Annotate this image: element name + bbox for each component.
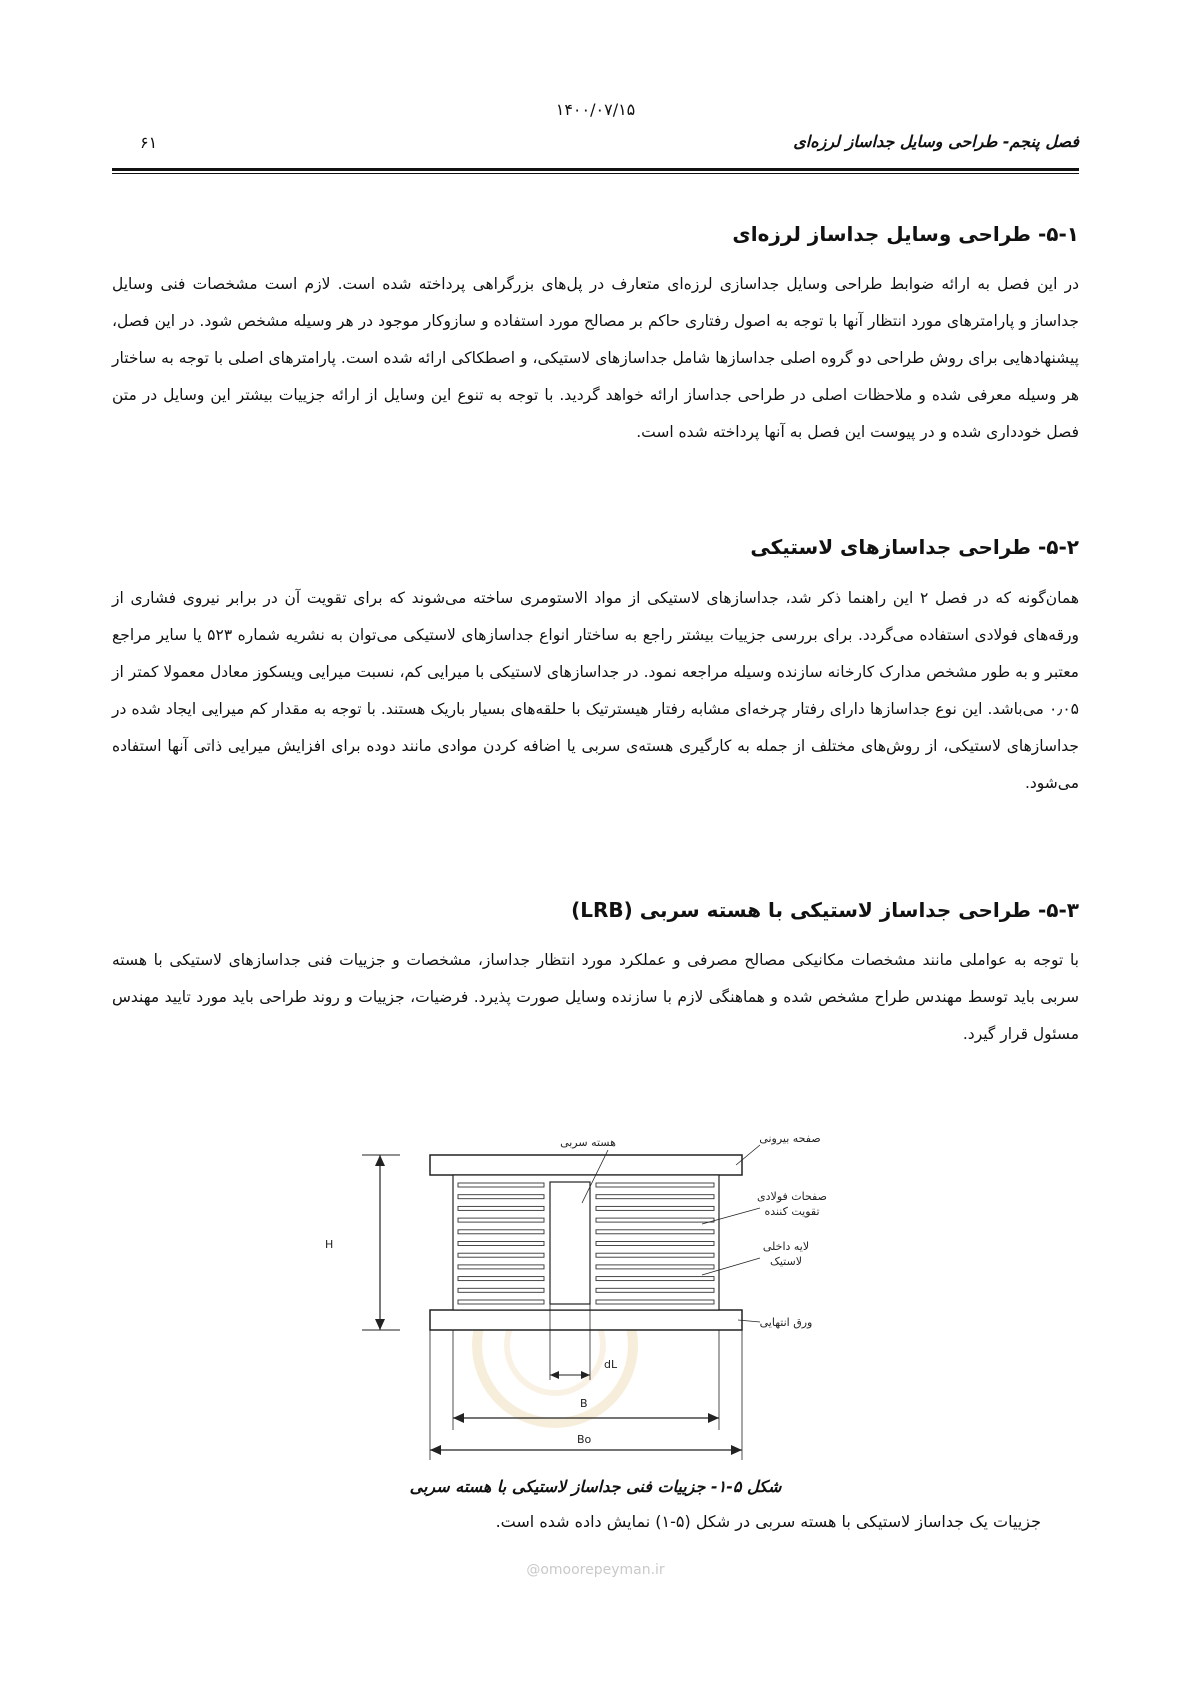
steel-shim bbox=[596, 1253, 714, 1257]
date-stamp: ۱۴۰۰/۰۷/۱۵ bbox=[555, 100, 636, 119]
rubber-layer-label-2: لاستیک bbox=[770, 1255, 802, 1268]
rubber-layer-label-1: لایه داخلی bbox=[762, 1240, 810, 1253]
watermark-text: @omoorepeyman.ir bbox=[526, 1562, 665, 1578]
end-plate-label: ورق انتهایی bbox=[759, 1316, 813, 1329]
lead-core-label: هسته سربی bbox=[560, 1136, 616, 1149]
height-label: H bbox=[325, 1238, 334, 1251]
steel-shim bbox=[458, 1277, 544, 1281]
steel-shim bbox=[458, 1265, 544, 1269]
steel-shim bbox=[458, 1288, 544, 1292]
section-body-5-1: در این فصل به ارائه ضوابط طراحی وسایل جداسازی لرزه‌ای متعارف در پل‌های بزرگراهی پرداخته شده است. لازم است مشخصات فنی وسایل جداساز و پارامترهای مورد انتظار آنها با توجه به اصول رفتاری حاکم بر مصالح مورد استفاده و سازوکار موجود در هر وسیله مشخص شود. در این فصل، پیشنهادهایی برای روش طراحی دو گروه اصلی جداسازها شامل جداسازهای لاستیکی، و اصطکاکی ارائه شده است. پارامترهای اصلی با توجه به ساختار هر وسیله معرفی شده و ملاحظات اصلی در طراحی جداساز ارائه خواهد گردید. با توجه به تنوع این وسایل از ارائه جزییات بیشتر این وسایل در متن فصل خودداری شده و در پیوست این فصل به آنها پرداخته شده است. bbox=[112, 275, 1079, 441]
steel-shim bbox=[458, 1195, 544, 1199]
steel-shim bbox=[458, 1300, 544, 1304]
outer-plate-label: صفحه بیرونی bbox=[759, 1132, 821, 1145]
steel-shim bbox=[458, 1218, 544, 1222]
section-heading-5-3: ۵-۳- طراحی جداساز لاستیکی با هسته سربی (LRB) bbox=[571, 898, 1079, 922]
steel-shim bbox=[596, 1206, 714, 1210]
page-number: ۶۱ bbox=[140, 133, 158, 152]
steel-shim bbox=[458, 1253, 544, 1257]
B-label: B bbox=[580, 1397, 588, 1410]
outer-plate-top bbox=[430, 1155, 742, 1175]
end-plate-bottom bbox=[430, 1310, 742, 1330]
steel-shim bbox=[596, 1242, 714, 1246]
figure-caption: شکل ۵-۱- جزییات فنی جداساز لاستیکی با هسته سربی bbox=[409, 1477, 782, 1496]
steel-shim bbox=[596, 1230, 714, 1234]
steel-shim bbox=[458, 1206, 544, 1210]
steel-shim bbox=[596, 1195, 714, 1199]
steel-shim bbox=[596, 1300, 714, 1304]
steel-shim bbox=[458, 1242, 544, 1246]
steel-shim bbox=[596, 1277, 714, 1281]
steel-shim bbox=[596, 1183, 714, 1187]
steel-shim bbox=[458, 1183, 544, 1187]
dL-label: dL bbox=[604, 1358, 618, 1371]
header-rule bbox=[112, 168, 1079, 171]
section-body-5-2: همان‌گونه که در فصل ۲ این راهنما ذکر شد، جداسازهای لاستیکی از مواد الاستومری ساخته می‌شوند که برای تقویت آن در برابر نیروی فشاری از ورقه‌های فولادی استفاده می‌گردد. برای بررسی جزییات بیشتر راجع به ساختار انواع جداسازهای لاستیکی می‌توان به نشریه شماره ۵۲۳ یا سایر مراجع معتبر و به طور مشخص مدارک کارخانه سازنده وسیله مراجعه نمود. در جداسازهای لاستیکی با میرایی کم، نسبت میرایی ویسکوز معادل معمولا کمتر از ۰٫۰۵ می‌باشد. این نوع جداسازها دارای رفتار چرخه‌ای مشابه رفتار هیسترتیک با حلقه‌های بسیار باریک هستند. با توجه به مقدار کم میرایی ایجاد شده در جداسازهای لاستیکی، از روش‌های مختلف از جمله به کارگیری هسته‌ی سربی یا اضافه کردن موادی مانند دوده برای افزایش میرایی ذاتی آنها استفاده می‌شود. bbox=[112, 589, 1079, 792]
lrb-diagram bbox=[325, 1130, 860, 1480]
steel-plates-label-1: صفحات فولادی bbox=[757, 1190, 827, 1203]
steel-shim bbox=[596, 1218, 714, 1222]
lrb-figure bbox=[325, 1130, 860, 1480]
figure-reference-text: جزییات یک جداساز لاستیکی با هسته سربی در شکل (۵-۱) نمایش داده شده است. bbox=[495, 1512, 1041, 1531]
steel-shim bbox=[596, 1288, 714, 1292]
steel-plates-label-2: تقویت کننده bbox=[764, 1205, 820, 1218]
section-heading-5-2: ۵-۲- طراحی جداسازهای لاستیکی bbox=[750, 535, 1079, 559]
header-rule-thin bbox=[112, 173, 1079, 174]
height-dimension bbox=[362, 1155, 400, 1330]
steel-shim bbox=[458, 1230, 544, 1234]
section-heading-5-1: ۵-۱- طراحی وسایل جداساز لرزه‌ای bbox=[732, 222, 1079, 246]
running-title: فصل پنجم- طراحی وسایل جداساز لرزه‌ای bbox=[793, 132, 1079, 151]
section-body-5-3: با توجه به عواملی مانند مشخصات مکانیکی مصالح مصرفی و عملکرد مورد انتظار جداساز، مشخصات و جزییات فنی جداسازهای لاستیکی با هسته سربی باید توسط مهندس طراح مشخص شده و هماهنگی لازم با سازنده وسایل صورت پذیرد. فرضیات، جزییات و روند طراحی باید مورد تایید مهندس مسئول قرار گیرد. bbox=[112, 951, 1079, 1043]
Bo-label: Bo bbox=[577, 1433, 592, 1446]
lead-core bbox=[550, 1182, 590, 1304]
steel-shim bbox=[596, 1265, 714, 1269]
